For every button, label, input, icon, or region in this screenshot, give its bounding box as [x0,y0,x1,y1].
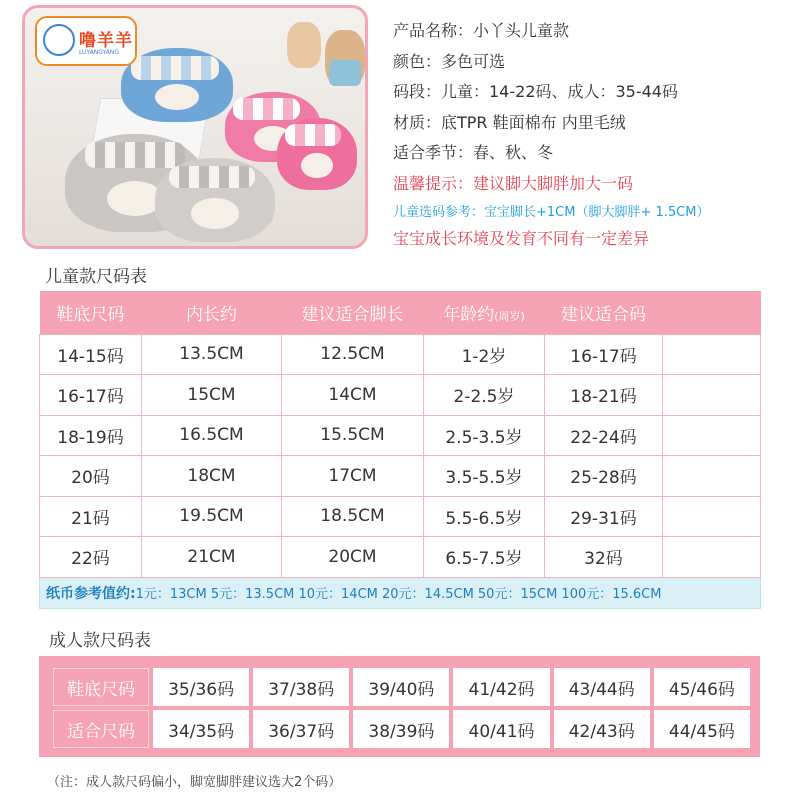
adult-table-title: 成人款尺码表 [49,631,151,651]
kids-size-table [39,291,761,609]
kids-table-cell: 20码 [40,456,142,497]
kids-table-cell: 6.5-7.5岁 [424,537,545,578]
kids-table-cell: 18-21码 [545,375,663,416]
adult-row-sole [53,668,750,706]
kids-table-blank-cell [663,415,761,456]
kids-table-cell: 25-28码 [545,456,663,497]
slipper-pink-right [277,118,357,190]
info-season: 适合季节：春、秋、冬 [393,143,554,162]
kids-table-cell: 29-31码 [545,496,663,537]
teddy-bear-large [325,30,365,86]
adult-cell: 35/36码 [153,668,249,706]
adult-size-table-frame [39,656,760,757]
kids-table-row [40,496,761,537]
adult-size-table [49,664,754,752]
kids-table-blank-cell [663,334,761,375]
kids-table-cell: 21码 [40,496,142,537]
adult-cell: 45/46码 [654,668,750,706]
info-material: 材质：底TPR 鞋面棉布 内里毛绒 [393,112,626,132]
kids-table-cell: 2-2.5岁 [424,375,545,416]
age-unit-note: (周岁) [494,309,525,323]
kids-table-blank-cell [663,375,761,416]
kids-table-blank-cell [663,496,761,537]
brand-name: 噜羊羊 [79,31,133,51]
adult-cell: 36/37码 [253,710,349,748]
kids-table-cell: 32码 [545,537,663,578]
kids-table-blank-cell [663,456,761,497]
kids-table-cell: 16.5CM [142,415,282,456]
kids-table-blank-cell [663,537,761,578]
kids-header-row [40,291,761,334]
info-sizes: 码段：儿童：14-22码、成人：35-44码 [393,82,678,101]
info-disclaimer: 宝宝成长环境及发育不同有一定差异 [393,229,650,248]
kids-table-cell: 21CM [142,537,282,578]
adult-row-fit-label: 适合尺码 [53,710,149,748]
kids-col-blank [663,291,761,334]
footnote: （注：成人款尺码偏小，脚宽脚胖建议选大2个码） [47,775,342,790]
kids-table-cell: 19.5CM [142,496,282,537]
kids-table-cell: 15.5CM [282,415,424,456]
adult-cell: 44/45码 [654,710,750,748]
adult-cell: 34/35码 [153,710,249,748]
kids-table-cell: 13.5CM [142,334,282,375]
adult-cell: 37/38码 [253,668,349,706]
info-kids-ref: 儿童选码参考：宝宝脚长+1CM（脚大脚胖+ 1.5CM） [393,205,710,220]
kids-table-cell: 16-17码 [40,375,142,416]
banknote-lead: 纸币参考值约: [46,585,136,602]
product-info [393,18,793,257]
banknote-values: 1元：13CM 5元：13.5CM 10元：14CM 20元：14.5CM 50元：15CM 100元：15.6CM [135,586,662,602]
kids-col-foot-length: 建议适合脚长 [282,291,424,334]
kids-col-age: 年龄约(周岁) [424,291,545,334]
banknote-reference [40,577,761,608]
adult-cell: 39/40码 [353,668,449,706]
adult-cell: 43/44码 [554,668,650,706]
slipper-gray-right [155,158,275,242]
kids-table-cell: 18-19码 [40,415,142,456]
kids-table-title: 儿童款尺码表 [45,267,147,287]
kids-table-row [40,456,761,497]
kids-table-row [40,537,761,578]
kids-table-cell: 18.5CM [282,496,424,537]
kids-col-inner-length: 内长约 [142,291,282,334]
info-color: 颜色：多色可选 [393,51,506,71]
product-photo [22,5,368,249]
brand-subtitle: LUYANGYANG [79,49,120,56]
kids-table-cell: 12.5CM [282,334,424,375]
info-name: 产品名称：小丫头儿童款 [393,21,570,40]
info-tip: 温馨提示：建议脚大脚胖加大一码 [393,173,634,193]
kids-table-cell: 22-24码 [545,415,663,456]
adult-cell: 40/41码 [453,710,549,748]
adult-row-sole-label: 鞋底尺码 [53,668,149,706]
adult-cell: 41/42码 [453,668,549,706]
kids-table-cell: 17CM [282,456,424,497]
banknote-reference-row [40,577,761,608]
kids-table-cell: 5.5-6.5岁 [424,496,545,537]
kids-table-cell: 2.5-3.5岁 [424,415,545,456]
kids-table-cell: 22码 [40,537,142,578]
kids-col-sole-size: 鞋底尺码 [40,291,142,334]
kids-table-cell: 18CM [142,456,282,497]
brand-logo [35,16,137,66]
kids-table-cell: 14CM [282,375,424,416]
sheep-mascot-icon [43,24,75,56]
kids-table-row [40,334,761,375]
kids-table-cell: 14-15码 [40,334,142,375]
slipper-blue [121,48,233,122]
kids-table-cell: 20CM [282,537,424,578]
teddy-bear-small [287,22,321,68]
kids-table-cell: 3.5-5.5岁 [424,456,545,497]
adult-cell: 38/39码 [353,710,449,748]
adult-row-fit [53,710,750,748]
kids-col-recommended: 建议适合码 [545,291,663,334]
kids-table-row [40,415,761,456]
kids-table-row [40,375,761,416]
adult-cell: 42/43码 [554,710,650,748]
kids-table-cell: 1-2岁 [424,334,545,375]
kids-table-cell: 15CM [142,375,282,416]
kids-table-cell: 16-17码 [545,334,663,375]
